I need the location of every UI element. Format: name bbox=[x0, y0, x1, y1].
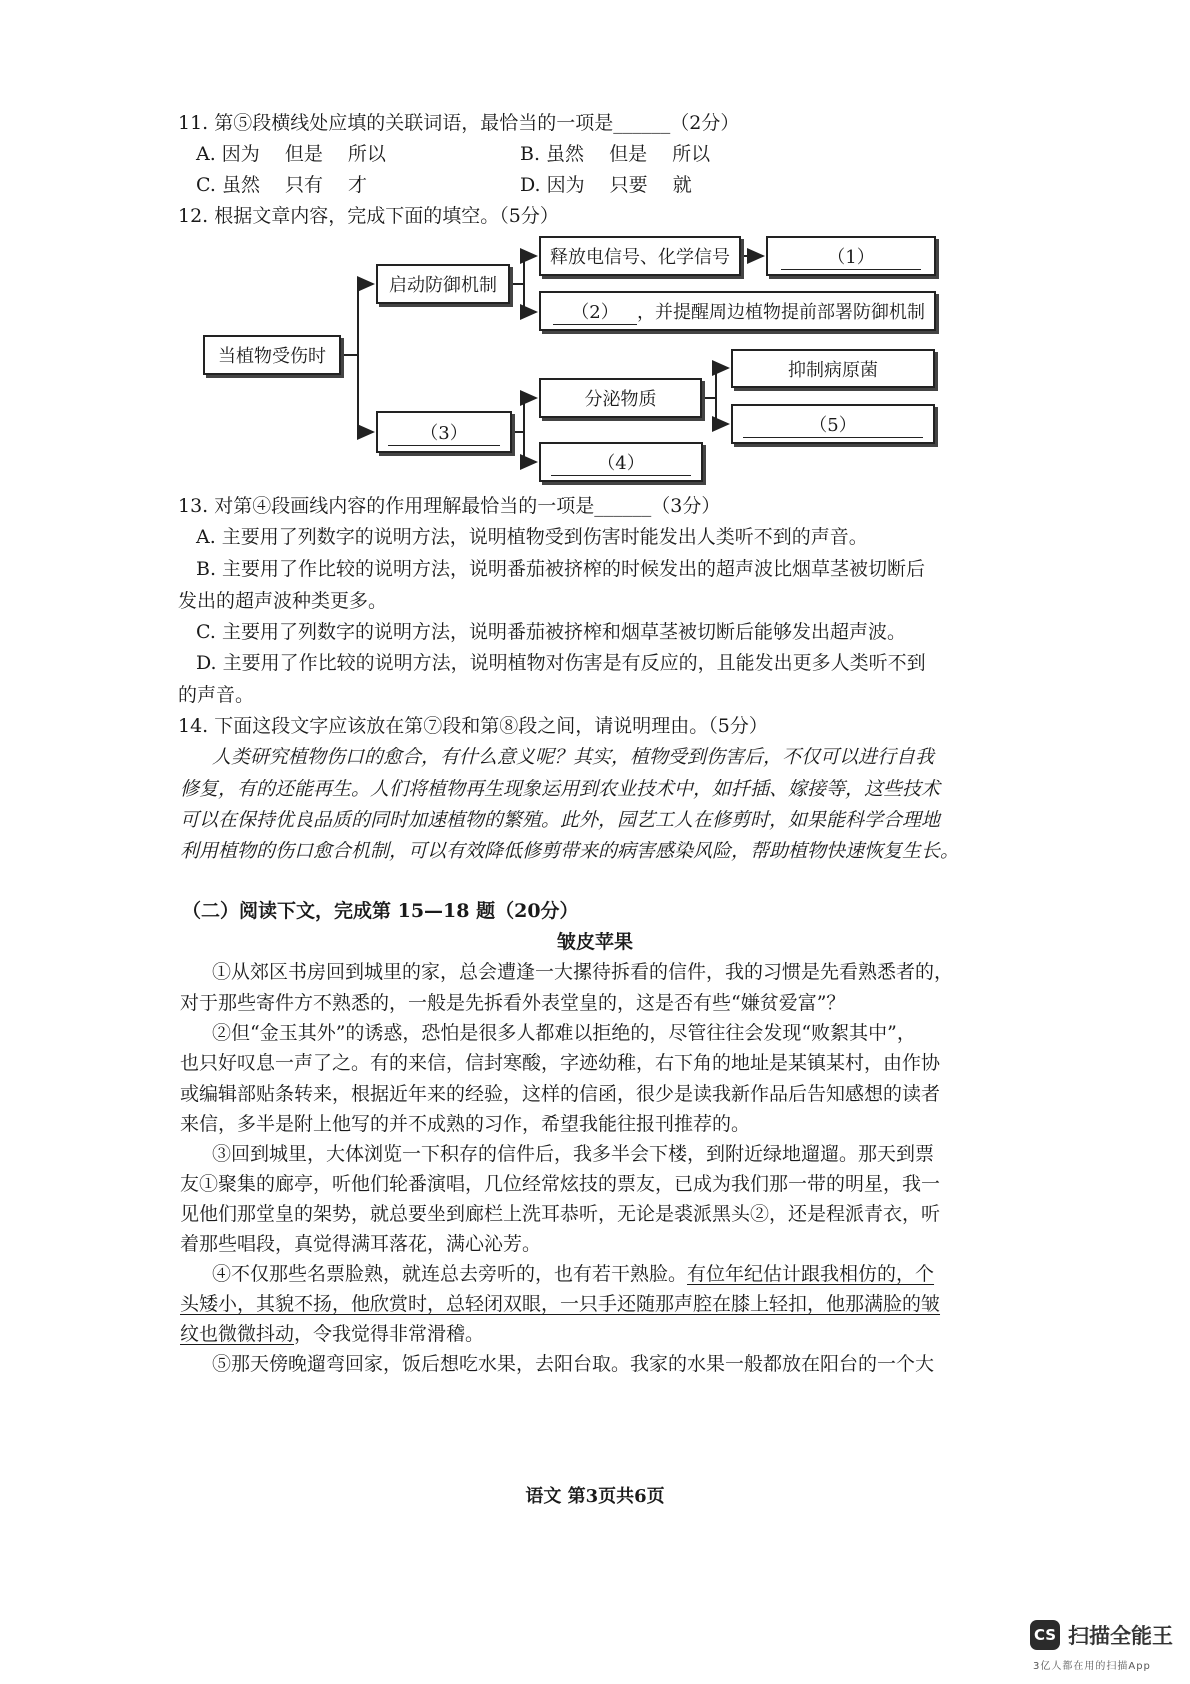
diagram-inhibit-box bbox=[731, 349, 935, 388]
diagram-blank2-box bbox=[539, 291, 936, 331]
q13-option-b-line2: 发出的超声波种类更多。 bbox=[178, 590, 388, 612]
blank-3[interactable]: （3） bbox=[388, 419, 500, 446]
paragraph-line: 着那些唱段，真觉得满耳落花，满心沁芳。 bbox=[180, 1233, 542, 1255]
diagram-secrete-box bbox=[539, 378, 702, 418]
diagram-inhibit-label: 抑制病原菌 bbox=[788, 359, 878, 381]
paragraph-line: 对于那些寄件方不熟悉的，一般是先拆看外表堂皇的，这是否有些“嫌贫爱富”？ bbox=[180, 992, 846, 1014]
paragraph-line: 友①聚集的廊亭，听他们轮番演唱，几位经常炫技的票友，已成为我们那一带的明星，我一 bbox=[180, 1173, 941, 1195]
p4-plain-text: ④不仅那些名票脸熟，就连总去旁听的，也有若干熟脸。 bbox=[212, 1263, 688, 1285]
paragraph-line: ⑤那天傍晚遛弯回家，饭后想吃水果，去阳台取。我家的水果一般都放在阳台的一个大 bbox=[212, 1353, 935, 1375]
paragraph-line: 见他们那堂皇的架势，就总要坐到廊栏上洗耳恭听，无论是裘派黑头②，还是程派青衣，听 bbox=[180, 1203, 941, 1225]
paragraph-line: 来信，多半是附上他写的并不成熟的习作，希望我能往报刊推荐的。 bbox=[180, 1113, 751, 1135]
paragraph-line: ③回到城里，大体浏览一下积存的信件后，我多半会下楼，到附近绿地遛遛。那天到票 bbox=[212, 1143, 935, 1165]
q14-passage-line: 修复，有的还能再生。人们将植物再生现象运用到农业技术中，如扦插、嫁接等，这些技术 bbox=[180, 778, 941, 800]
blank-2[interactable]: （2） bbox=[553, 298, 637, 325]
watermark-name: 扫描全能王 bbox=[1068, 1624, 1173, 1648]
q13-option-d-line2: 的声音。 bbox=[178, 684, 255, 706]
page-footer: 语文 第3页共6页 bbox=[525, 1486, 665, 1507]
q11-option-c: C. 虽然 只有 才 bbox=[196, 174, 368, 196]
q11-option-b: B. 虽然 但是 所以 bbox=[520, 143, 711, 165]
diagram-blank1-box bbox=[766, 236, 936, 276]
p4-underlined-text: 头矮小，其貌不扬，他欣赏时，总轻闭双眼，一只手还随那声腔在膝上轻扣，他那满脸的皱 bbox=[180, 1293, 941, 1315]
diagram-root-label: 当植物受伤时 bbox=[218, 346, 326, 367]
diagram-signal-label: 释放电信号、化学信号 bbox=[550, 247, 730, 268]
diagram-blank4-box bbox=[539, 442, 703, 482]
section2-heading: （二）阅读下文，完成第 15—18 题（20分） bbox=[182, 900, 579, 922]
paragraph-line: ①从郊区书房回到城里的家，总会遭逢一大摞待拆看的信件，我的习惯是先看熟悉者的， bbox=[212, 961, 954, 983]
p4-underlined-text: 纹也微微抖动 bbox=[180, 1323, 295, 1345]
diagram-defense-label: 启动防御机制 bbox=[389, 275, 497, 296]
q11-stem: 11. 第⑤段横线处应填的关联词语，最恰当的一项是______（2分） bbox=[178, 112, 740, 134]
diagram-defense-box bbox=[376, 264, 510, 304]
article-title: 皱皮苹果 bbox=[556, 931, 633, 953]
q13-option-d-line1: D. 主要用了作比较的说明方法，说明植物对伤害是有反应的，且能发出更多人类听不到 bbox=[196, 652, 926, 674]
paragraph-line bbox=[180, 1321, 484, 1347]
q14-passage-line: 利用植物的伤口愈合机制，可以有效降低修剪带来的病害感染风险，帮助植物快速恢复生长。 bbox=[180, 840, 960, 862]
paragraph-line: ②但“金玉其外”的诱惑，恐怕是很多人都难以拒绝的，尽管往往会发现“败絮其中”， bbox=[212, 1022, 916, 1044]
paragraph-line bbox=[212, 1261, 934, 1287]
diagram-blank3-box bbox=[376, 411, 512, 453]
diagram-secrete-label: 分泌物质 bbox=[584, 389, 657, 410]
q14-stem: 14. 下面这段文字应该放在第⑦段和第⑧段之间，请说明理由。（5分） bbox=[178, 715, 768, 737]
diagram-root-box bbox=[203, 335, 341, 375]
diagram-blank2-tail: ，并提醒周边植物提前部署防御机制 bbox=[637, 302, 925, 323]
blank-1[interactable]: （1） bbox=[781, 243, 921, 270]
q12-stem: 12. 根据文章内容，完成下面的填空。（5分） bbox=[178, 205, 559, 227]
camscanner-logo-icon: CS bbox=[1030, 1620, 1060, 1650]
scanner-watermark bbox=[1030, 1620, 1173, 1650]
paragraph-line: 或编辑部贴条转来，根据近年来的经验，这样的信函，很少是读我新作品后告知感想的读者 bbox=[180, 1083, 941, 1105]
q11-option-a: A. 因为 但是 所以 bbox=[196, 143, 386, 165]
q13-option-a: A. 主要用了列数字的说明方法，说明植物受到伤害时能发出人类听不到的声音。 bbox=[196, 526, 868, 548]
blank-4[interactable]: （4） bbox=[551, 449, 691, 476]
q11-option-d: D. 因为 只要 就 bbox=[520, 174, 692, 196]
q13-option-c: C. 主要用了列数字的说明方法，说明番茄被挤榨和烟草茎被切断后能够发出超声波。 bbox=[196, 621, 906, 643]
q13-stem: 13. 对第④段画线内容的作用理解最恰当的一项是______（3分） bbox=[178, 495, 721, 517]
diagram-blank5-box bbox=[731, 404, 935, 444]
paragraph-line: 也只好叹息一声了之。有的来信，信封寒酸，字迹幼稚，右下角的地址是某镇某村，由作协 bbox=[180, 1052, 941, 1074]
q14-passage-line: 可以在保持优良品质的同时加速植物的繁殖。此外，园艺工人在修剪时，如果能科学合理地 bbox=[180, 809, 941, 831]
diagram-signal-box bbox=[539, 236, 741, 276]
p4-underlined-text: 有位年纪估计跟我相仿的，个 bbox=[687, 1263, 935, 1285]
q14-passage-line: 人类研究植物伤口的愈合，有什么意义呢？其实，植物受到伤害后，不仅可以进行自我 bbox=[212, 746, 935, 768]
blank-5[interactable]: （5） bbox=[743, 411, 923, 438]
watermark-subtitle: 3亿人都在用的扫描App bbox=[1033, 1661, 1151, 1672]
q13-option-b-line1: B. 主要用了作比较的说明方法，说明番茄被挤榨的时候发出的超声波比烟草茎被切断后 bbox=[196, 558, 926, 580]
p4-plain-text: ，令我觉得非常滑稽。 bbox=[294, 1323, 485, 1345]
